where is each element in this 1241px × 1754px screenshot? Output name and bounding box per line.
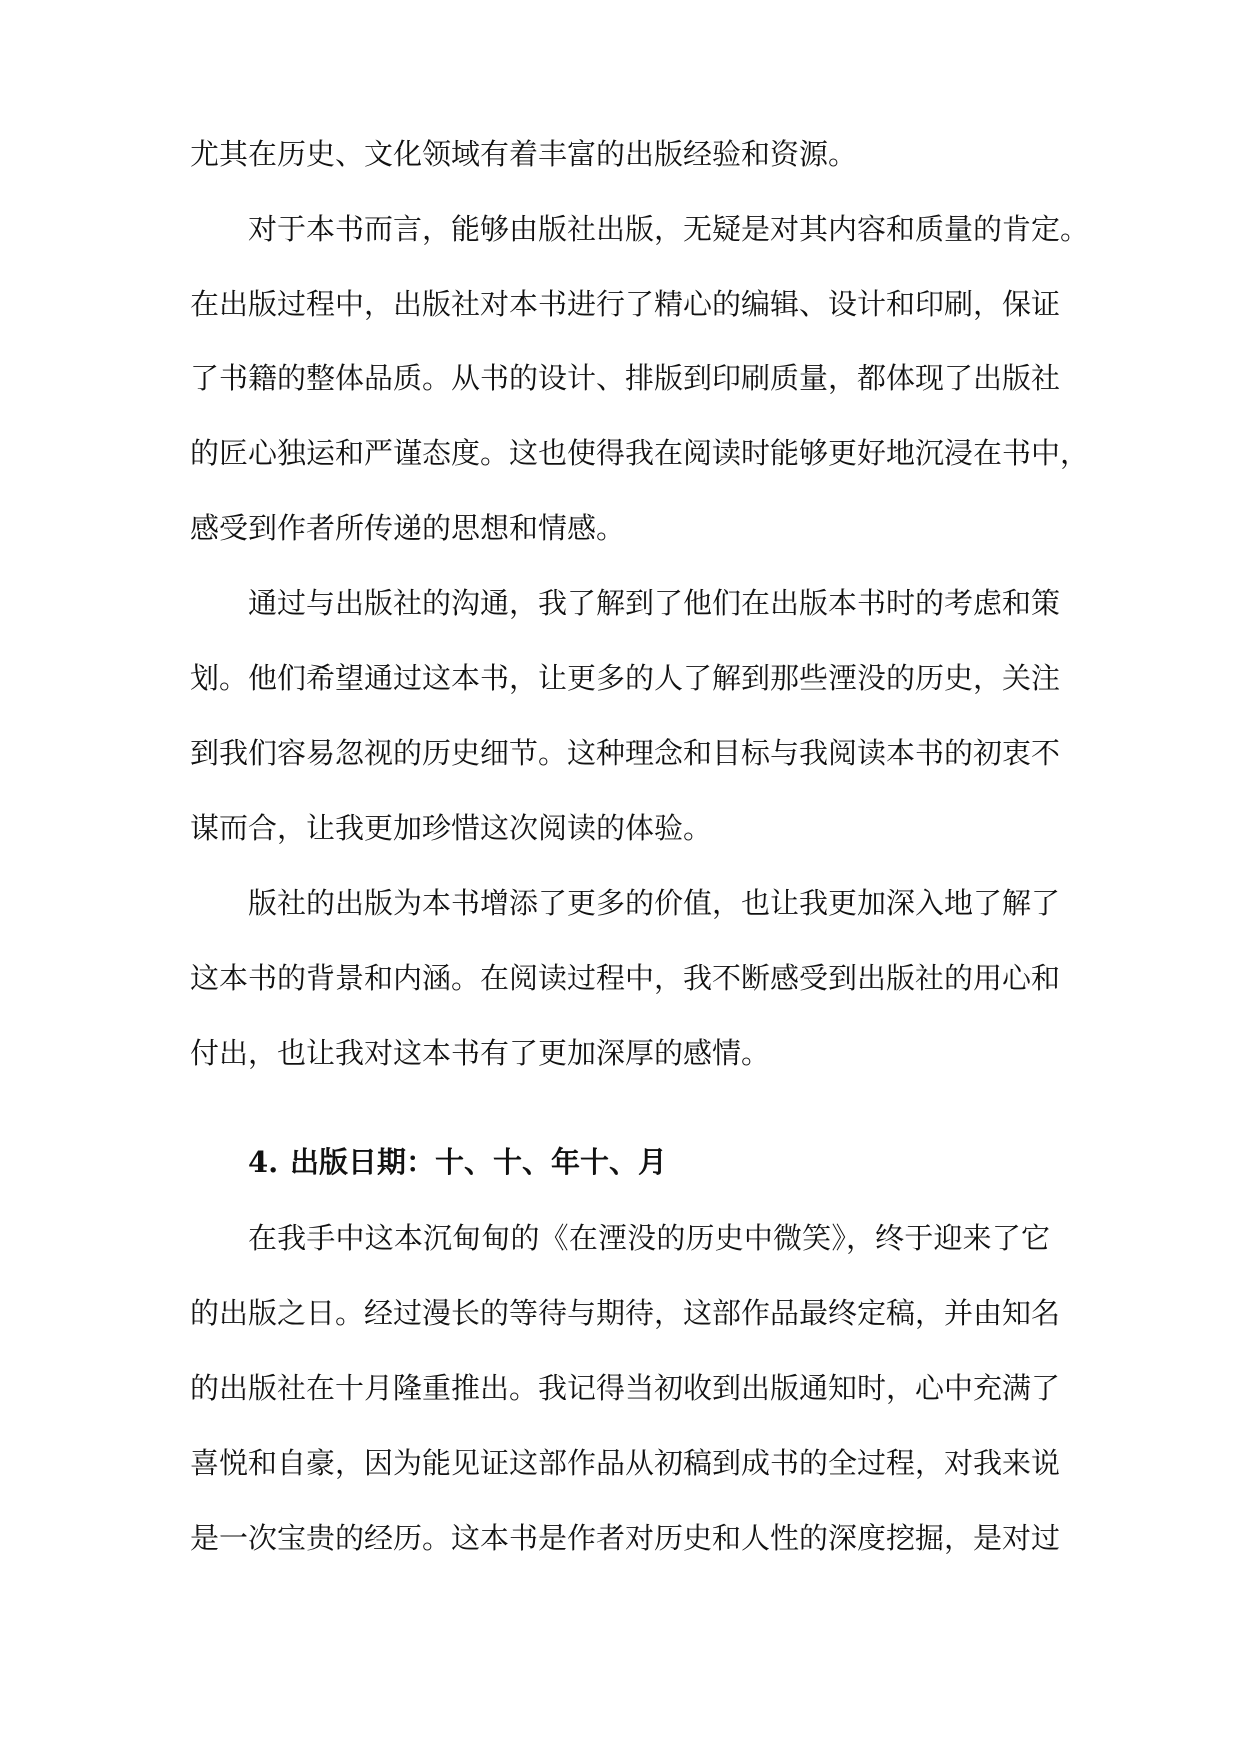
text-line: 是一次宝贵的经历。这本书是作者对历史和人性的深度挖掘，是对过 bbox=[190, 1521, 1061, 1555]
text-line: 通过与出版社的沟通，我了解到了他们在出版本书时的考虑和策 bbox=[248, 586, 1061, 620]
text-line: 尤其在历史、文化领域有着丰富的出版经验和资源。 bbox=[190, 137, 858, 171]
text-line: 的出版社在十月隆重推出。我记得当初收到出版通知时，心中充满了 bbox=[190, 1371, 1061, 1405]
text-line: 谋而合，让我更加珍惜这次阅读的体验。 bbox=[190, 811, 713, 845]
text-line: 对于本书而言，能够由版社出版，无疑是对其内容和质量的肯定。 bbox=[248, 212, 1090, 246]
text-line: 感受到作者所传递的思想和情感。 bbox=[190, 511, 626, 545]
section-title: 出版日期：十、十、年十、月 bbox=[290, 1145, 668, 1179]
text-line: 版社的出版为本书增添了更多的价值，也让我更加深入地了解了 bbox=[248, 886, 1061, 920]
text-line: 在我手中这本沉甸甸的《在湮没的历史中微笑》，终于迎来了它 bbox=[248, 1221, 1050, 1255]
section-number: 4. bbox=[248, 1145, 279, 1179]
text-line: 了书籍的整体品质。从书的设计、排版到印刷质量，都体现了出版社 bbox=[190, 361, 1061, 395]
text-line: 在出版过程中，出版社对本书进行了精心的编辑、设计和印刷，保证 bbox=[190, 287, 1061, 321]
section-heading bbox=[248, 1142, 667, 1182]
text-line: 划。他们希望通过这本书，让更多的人了解到那些湮没的历史，关注 bbox=[190, 661, 1061, 695]
text-line: 付出，也让我对这本书有了更加深厚的感情。 bbox=[190, 1036, 771, 1070]
text-line: 的出版之日。经过漫长的等待与期待，这部作品最终定稿，并由知名 bbox=[190, 1296, 1061, 1330]
text-line: 的匠心独运和严谨态度。这也使得我在阅读时能够更好地沉浸在书中， bbox=[190, 436, 1090, 470]
text-line: 喜悦和自豪，因为能见证这部作品从初稿到成书的全过程，对我来说 bbox=[190, 1446, 1061, 1480]
text-line: 这本书的背景和内涵。在阅读过程中，我不断感受到出版社的用心和 bbox=[190, 961, 1061, 995]
text-line: 到我们容易忽视的历史细节。这种理念和目标与我阅读本书的初衷不 bbox=[190, 736, 1061, 770]
